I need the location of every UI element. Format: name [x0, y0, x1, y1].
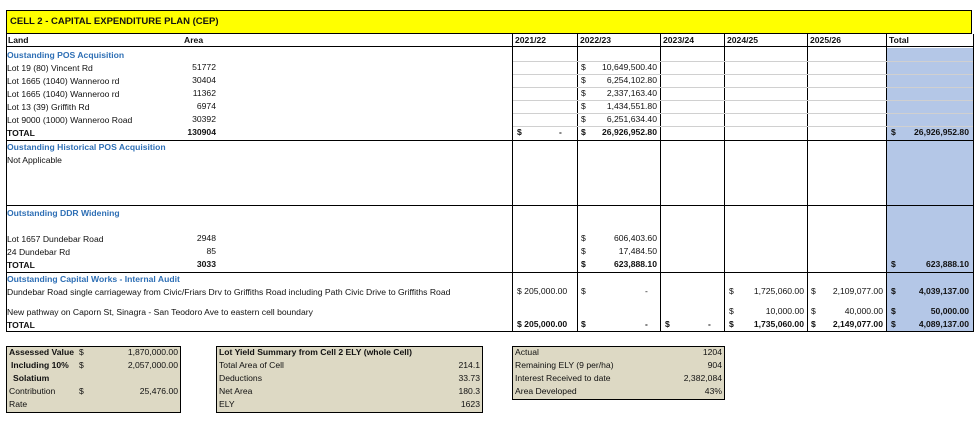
pos-total-2022-23: 26,926,952.80	[602, 127, 657, 137]
works-row-2-2024-25: 10,000.00	[765, 306, 804, 316]
header-area: Area	[184, 35, 204, 45]
currency-symbol: $	[665, 319, 670, 329]
currency-symbol: $	[581, 75, 586, 85]
currency-symbol: $	[891, 127, 896, 137]
assessed-label: Assessed Value	[9, 347, 74, 357]
assessed-label: Including 10%	[11, 360, 69, 370]
currency-symbol: $	[581, 259, 586, 269]
works-total-total: 4,089,137.00	[918, 319, 969, 329]
actual-value: 904	[707, 360, 722, 370]
currency-symbol: $	[517, 127, 522, 137]
grid-vline-y4	[724, 34, 725, 331]
section-pos-heading: Oustanding POS Acquisition	[7, 50, 125, 60]
lot-yield-label: Deductions	[219, 373, 262, 383]
works-row-1-total: 4,039,137.00	[918, 286, 969, 296]
actual-value: 2,382,084	[683, 373, 722, 383]
pos-land: Lot 1665 (1040) Wanneroo rd	[7, 89, 120, 99]
pos-2022-23: 6,254,102.80	[606, 75, 657, 85]
pos-area: 11362	[192, 88, 216, 98]
works-row-2-2025-26: 40,000.00	[844, 306, 883, 316]
lot-yield-label: Total Area of Cell	[219, 360, 284, 370]
ddr-2022-23: 606,403.60	[613, 233, 657, 243]
works-total-2022-23: -	[645, 319, 648, 329]
pos-2022-23: 6,251,634.40	[606, 114, 657, 124]
pos-land: Lot 1665 (1040) Wanneroo rd	[7, 76, 120, 86]
actual-label: Remaining ELY (9 per/ha)	[515, 360, 614, 370]
ddr-land: Lot 1657 Dundebar Road	[7, 234, 104, 244]
pos-land: Lot 19 (80) Vincent Rd	[7, 63, 93, 73]
grid-vline-total	[886, 34, 887, 331]
section-divider	[6, 205, 974, 206]
currency-symbol: $	[729, 319, 734, 329]
pos-land: Lot 9000 (1000) Wanneroo Road	[7, 115, 133, 125]
pos-total-total: 26,926,952.80	[914, 127, 969, 137]
works-row-2-label: New pathway on Caporn St, Sinagra - San Teodoro Ave to eastern cell boundary	[7, 307, 313, 317]
currency-symbol: $	[811, 286, 816, 296]
lot-yield-heading: Lot Yield Summary from Cell 2 ELY (whole Cell)	[219, 347, 412, 357]
assessed-symbol: $	[79, 347, 84, 357]
currency-symbol: $	[581, 62, 586, 72]
section-ddr-heading: Outstanding DDR Widening	[7, 208, 120, 218]
assessed-label: Rate	[9, 399, 28, 409]
lot-yield-value: 33.73	[458, 373, 480, 383]
works-total-2024-25: 1,735,060.00	[753, 319, 804, 329]
assessed-value: 1,870,000.00	[127, 347, 178, 357]
works-total-2023-24: -	[708, 319, 711, 329]
grid-vline-y5	[807, 34, 808, 331]
actual-label: Area Developed	[515, 386, 577, 396]
works-row-2-total: 50,000.00	[930, 306, 969, 316]
pos-area: 30404	[192, 75, 216, 85]
pos-total-label: TOTAL	[7, 128, 35, 138]
assessed-value: 2,057,000.00	[127, 360, 178, 370]
currency-symbol: $	[891, 319, 896, 329]
lot-yield-value: 180.3	[458, 386, 480, 396]
currency-symbol: $	[729, 306, 734, 316]
actual-value: 43%	[704, 386, 722, 396]
ddr-total-area: 3033	[196, 259, 216, 269]
currency-symbol: $	[891, 286, 896, 296]
currency-symbol: $	[581, 101, 586, 111]
ddr-total-total: 623,888.10	[925, 259, 969, 269]
sheet-title: CELL 2 - CAPITAL EXPENDITURE PLAN (CEP)	[6, 10, 972, 34]
pos-2022-23: 1,434,551.80	[606, 101, 657, 111]
grid-vline-right	[973, 34, 974, 331]
works-row-1-2022-23: -	[645, 286, 648, 296]
currency-symbol: $	[581, 127, 586, 137]
works-total-label: TOTAL	[7, 320, 35, 330]
grid-vline-y3	[660, 34, 661, 331]
ddr-area: 2948	[196, 233, 216, 243]
grid-vline-y1	[512, 34, 513, 331]
currency-symbol: $	[581, 246, 586, 256]
currency-symbol: $	[581, 114, 586, 124]
lot-yield-label: Net Area	[219, 386, 253, 396]
header-2021-22: 2021/22	[515, 35, 547, 45]
pos-total-area: 130904	[187, 127, 216, 137]
header-2023-24: 2023/24	[663, 35, 695, 45]
lot-yield-label: ELY	[219, 399, 235, 409]
section-historical-heading: Oustanding Historical POS Acquisition	[7, 142, 166, 152]
pos-2022-23: 2,337,163.40	[606, 88, 657, 98]
currency-symbol: $	[581, 88, 586, 98]
header-total: Total	[889, 35, 909, 45]
ddr-total-2022-23: 623,888.10	[613, 259, 657, 269]
lot-yield-value: 214.1	[458, 360, 480, 370]
pos-2022-23: 10,649,500.40	[602, 62, 657, 72]
header-2024-25: 2024/25	[727, 35, 759, 45]
grid-vline-y2	[577, 34, 578, 331]
currency-symbol: $	[729, 286, 734, 296]
pos-land: Lot 13 (39) Griffith Rd	[7, 102, 90, 112]
header-land: Land	[8, 35, 29, 45]
historical-note: Not Applicable	[7, 155, 62, 165]
works-row-1-2025-26: 2,109,077.00	[832, 286, 883, 296]
currency-symbol: $	[811, 319, 816, 329]
pos-area: 30392	[192, 114, 216, 124]
assessed-symbol: $	[79, 360, 84, 370]
works-total-2021-22: $ 205,000.00	[517, 319, 568, 329]
assessed-label: Contribution	[9, 386, 56, 396]
works-row-1-label: Dundebar Road single carriageway from Civic/Friars Drv to Griffiths Road including Path Civic Drive to Griffiths Road	[7, 287, 451, 297]
works-row-1-2021-22: $ 205,000.00	[517, 286, 568, 296]
pos-area: 51772	[192, 62, 216, 72]
pos-area: 6974	[196, 101, 216, 111]
assessed-label: Solatium	[13, 373, 50, 383]
currency-symbol: $	[581, 286, 586, 296]
table-bottom-border	[6, 331, 974, 332]
ddr-2022-23: 17,484.50	[618, 246, 657, 256]
ddr-area: 85	[206, 246, 216, 256]
currency-symbol: $	[581, 233, 586, 243]
header-2022-23: 2022/23	[580, 35, 612, 45]
lot-yield-value: 1623	[460, 399, 480, 409]
assessed-value: 25,476.00	[139, 386, 178, 396]
currency-symbol: $	[811, 306, 816, 316]
works-row-1-2024-25: 1,725,060.00	[753, 286, 804, 296]
header-2025-26: 2025/26	[810, 35, 842, 45]
section-works-heading: Outstanding Capital Works - Internal Audit	[7, 274, 180, 284]
currency-symbol: $	[581, 319, 586, 329]
pos-total-2021-22: -	[559, 127, 562, 137]
ddr-total-label: TOTAL	[7, 260, 35, 270]
assessed-symbol: $	[79, 386, 84, 396]
works-total-2025-26: 2,149,077.00	[832, 319, 883, 329]
actual-label: Actual	[515, 347, 539, 357]
ddr-land: 24 Dundebar Rd	[7, 247, 71, 257]
currency-symbol: $	[891, 259, 896, 269]
currency-symbol: $	[891, 306, 896, 316]
actual-label: Interest Received to date	[515, 373, 611, 383]
actual-value: 1204	[702, 347, 722, 357]
